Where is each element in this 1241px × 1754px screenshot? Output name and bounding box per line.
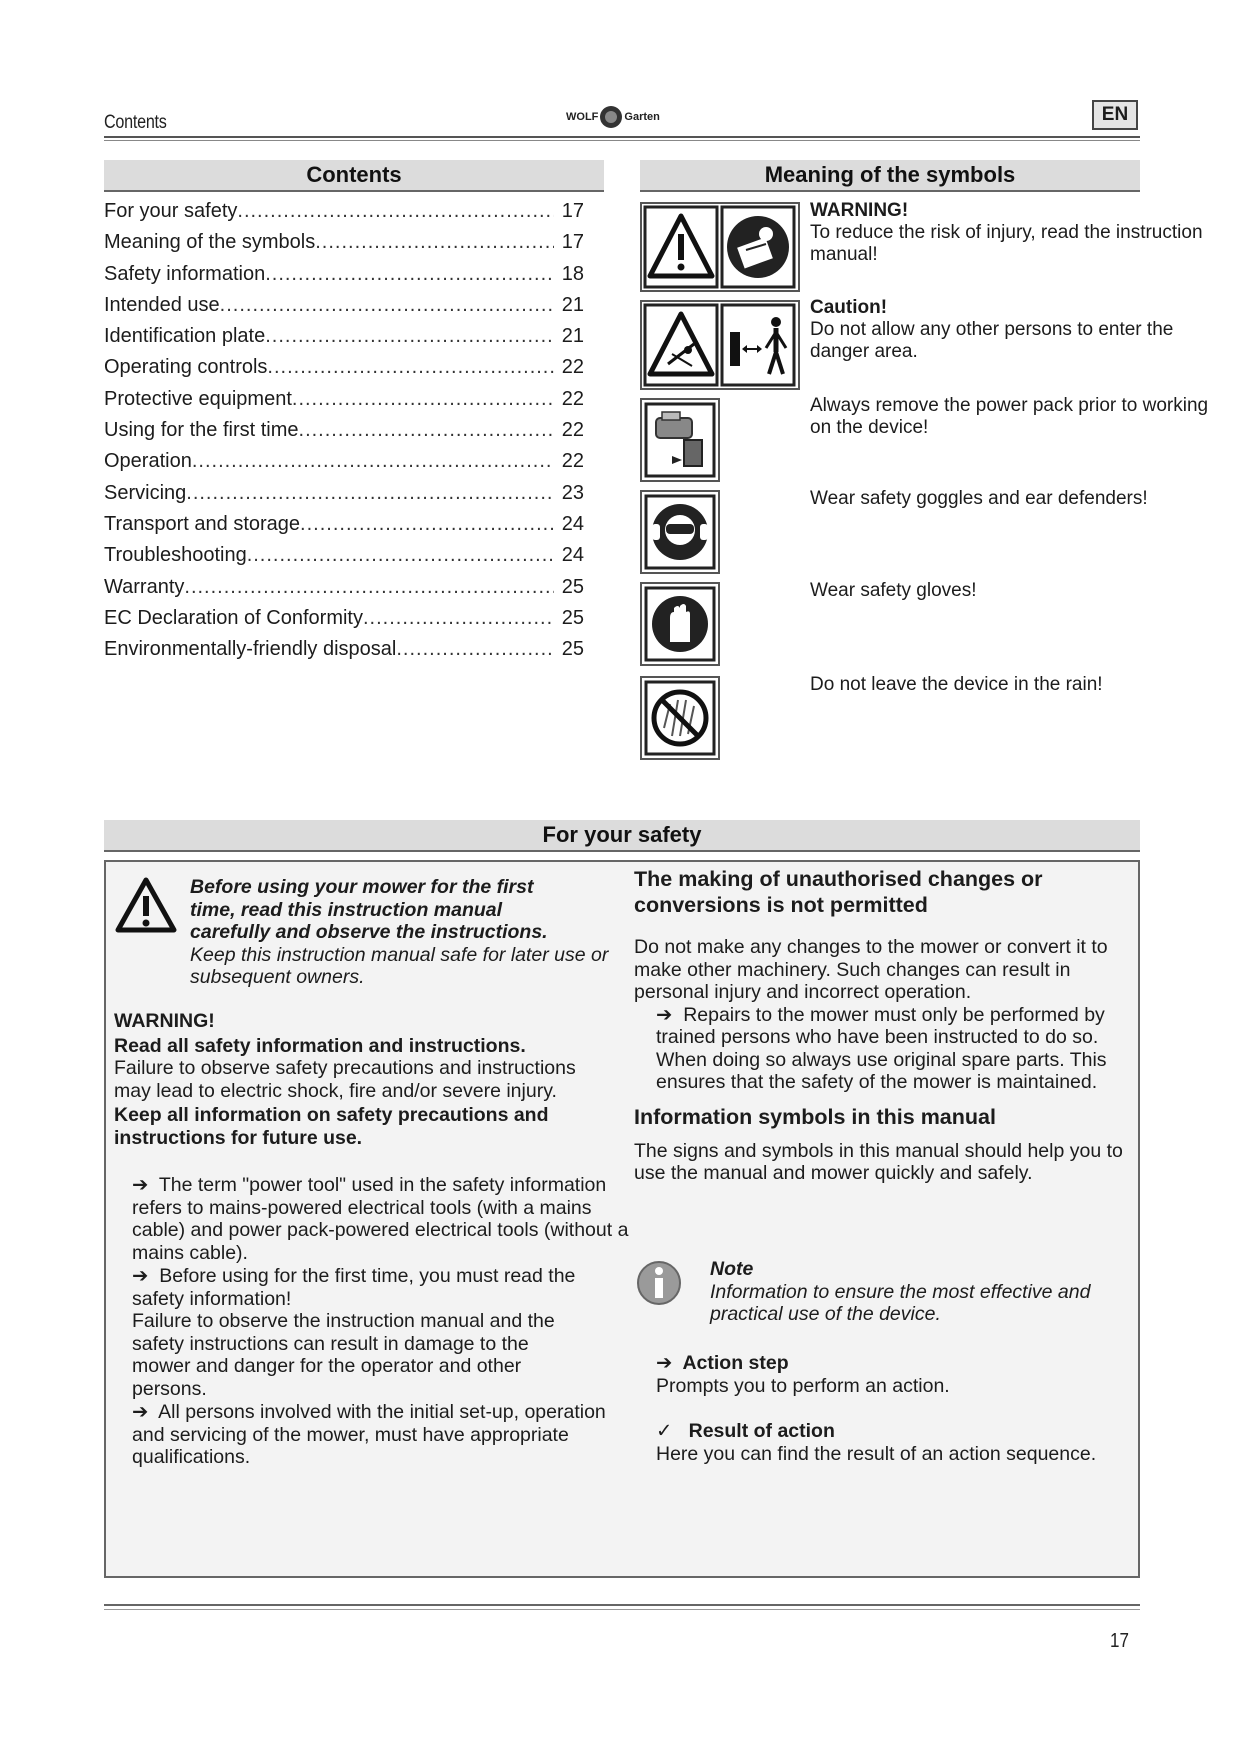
symbol-text-caution [810, 297, 1230, 363]
intro-block [190, 876, 610, 989]
info-symbols-heading: Information symbols in this manual [634, 1104, 996, 1129]
result-text: Here you can find the result of an action sequence. [656, 1442, 1097, 1465]
symbol-frame-warning [640, 202, 800, 292]
action-title-row: ➔ Action step [656, 1352, 789, 1374]
intro-keep-manual: Keep this instruction manual safe for later use or subsequent owners. [190, 943, 609, 988]
toc-leader-dots [396, 638, 554, 661]
toc-entry-page: 21 [561, 325, 584, 348]
toc-entry-page: 18 [561, 262, 584, 285]
toc-entry-page: 25 [561, 575, 584, 598]
footer-rule [104, 1604, 1140, 1606]
running-header: Contents [104, 112, 167, 133]
table-of-contents [104, 200, 584, 669]
symbol-text-gloves [810, 580, 1230, 602]
toc-entry-title: Using for the first time [104, 419, 299, 442]
toc-entry-title: Safety information [104, 262, 266, 285]
intro-line-2: time, read this instruction manual [190, 898, 503, 921]
symbols-heading: Meaning of the symbols [640, 160, 1140, 192]
toc-entry [104, 544, 584, 575]
toc-entry [104, 419, 584, 450]
toc-leader-dots [292, 388, 554, 411]
symbol-text-rain [810, 674, 1230, 696]
read-all-heading: Read all safety information and instructions. [114, 1034, 526, 1057]
toc-leader-dots [186, 482, 554, 505]
symbol-frame-goggles [640, 490, 720, 574]
toc-entry-page: 25 [561, 606, 584, 629]
action-text: Prompts you to perform an action. [656, 1374, 950, 1397]
left-bullets [132, 1174, 632, 1469]
toc-entry-title: Warranty [104, 575, 185, 598]
arrow-right-icon: ➔ [132, 1401, 149, 1423]
toc-entry-title: Intended use [104, 293, 220, 316]
bullet-qualifications: ➔ All persons involved with the initial set-up, operation and servicing of the mower, must have appropriate qualifications. [132, 1401, 606, 1468]
warning-triangle-icon [114, 876, 178, 934]
symbol-text-power-pack [810, 395, 1230, 439]
toc-entry [104, 200, 584, 231]
changes-heading: The making of unauthorised changes or conversions is not permitted [634, 867, 1043, 917]
note-title: Note [710, 1258, 754, 1280]
toc-entry [104, 263, 584, 294]
right-column [634, 866, 1134, 1185]
toc-entry-title: Troubleshooting [104, 544, 247, 567]
toc-entry-page: 17 [561, 231, 584, 254]
warning-block [114, 1010, 610, 1149]
toc-entry-page: 22 [561, 356, 584, 379]
info-symbols-paragraph: The signs and symbols in this manual should help you to use the manual and mower quickly and safely. [634, 1139, 1123, 1184]
bullet-repairs: ➔ Repairs to the mower must only be performed by trained persons who have been instructed to do so. When doing so always use original spare parts. This ensures that the safety of the mower is maintained. [656, 1003, 1107, 1093]
symbol-description: Do not leave the device in the rain! [810, 674, 1103, 695]
result-title-row: ✓ Result of action [656, 1420, 835, 1442]
arrow-right-icon: ➔ [132, 1265, 149, 1287]
toc-entry-page: 23 [561, 481, 584, 504]
arrow-right-icon: ➔ [656, 1352, 673, 1374]
toc-entry [104, 638, 584, 669]
toc-leader-dots [192, 450, 554, 473]
toc-entry-title: Protective equipment [104, 387, 292, 410]
wolf-emblem-icon [600, 106, 622, 128]
toc-entry-title: Servicing [104, 481, 187, 504]
symbol-description: Wear safety gloves! [810, 580, 977, 601]
language-badge: EN [1092, 100, 1138, 130]
header-rule [104, 136, 1140, 138]
toc-entry [104, 576, 584, 607]
toc-entry-page: 22 [561, 419, 584, 442]
remove-battery-icon [642, 400, 718, 480]
toc-entry [104, 388, 584, 419]
symbol-description: Always remove the power pack prior to working on the device! [810, 395, 1209, 438]
page-number: 17 [1110, 1630, 1129, 1652]
symbol-description: To reduce the risk of injury, read the instruction manual! [810, 222, 1203, 265]
toc-leader-dots [300, 513, 554, 536]
toc-entry-title: Operation [104, 450, 192, 473]
toc-leader-dots [265, 325, 554, 348]
changes-paragraph: Do not make any changes to the mower or convert it to make other machinery. Such changes can result in personal injury and incorrect operation. [634, 936, 1108, 1003]
toc-entry-title: Meaning of the symbols [104, 231, 316, 254]
symbol-description: Wear safety goggles and ear defenders! [810, 488, 1148, 509]
toc-entry-page: 24 [561, 512, 584, 535]
action-block [656, 1352, 1126, 1397]
result-block [656, 1420, 1126, 1465]
toc-entry-title: For your safety [104, 200, 238, 222]
toc-entry [104, 513, 584, 544]
toc-entry [104, 231, 584, 262]
toc-leader-dots [247, 544, 554, 567]
arrow-right-icon: ➔ [656, 1003, 673, 1026]
symbol-heading: Caution! [810, 297, 888, 318]
symbol-text-warning [810, 200, 1230, 266]
toc-leader-dots [237, 200, 554, 223]
first-use-continued: Failure to observe the instruction manual and the safety instructions can result in damage to the mower and danger for the operator and other persons. [132, 1310, 555, 1400]
toc-entry-page: 22 [561, 450, 584, 473]
bullet-first-use: ➔ Before using for the first time, you must read the safety information! [132, 1265, 576, 1310]
checkmark-icon: ✓ [656, 1420, 673, 1442]
keep-all-heading: Keep all information on safety precautions and instructions for future use. [114, 1104, 549, 1149]
intro-line-1: Before using your mower for the first [190, 876, 534, 898]
toc-entry [104, 450, 584, 481]
safety-heading: For your safety [104, 820, 1140, 852]
toc-entry-page: 17 [561, 200, 584, 222]
symbol-heading: WARNING! [810, 200, 909, 221]
toc-entry-page: 22 [561, 387, 584, 410]
toc-entry-title: Identification plate [104, 325, 266, 348]
caution-keep-distance-icon [642, 302, 798, 388]
toc-entry-title: Transport and storage [104, 512, 301, 535]
logo-text-right: Garten [624, 111, 660, 123]
intro-line-3: carefully and observe the instructions. [190, 921, 548, 943]
toc-leader-dots [184, 576, 554, 599]
toc-entry-page: 25 [561, 638, 584, 661]
toc-entry-title: Environmentally-friendly disposal [104, 638, 397, 661]
toc-leader-dots [265, 263, 554, 286]
arrow-right-icon: ➔ [132, 1174, 149, 1196]
symbol-text-goggles [810, 488, 1230, 510]
toc-leader-dots [267, 356, 554, 379]
header-rule-thin [104, 140, 1140, 141]
symbol-frame-gloves [640, 582, 720, 666]
toc-entry-title: Operating controls [104, 356, 268, 379]
toc-entry [104, 607, 584, 638]
failure-text: Failure to observe safety precautions and instructions may lead to electric shock, fire and/or severe injury. [114, 1057, 576, 1102]
toc-entry [104, 294, 584, 325]
symbol-frame-caution [640, 300, 800, 390]
brand-logo [566, 102, 686, 132]
note-block [710, 1258, 1140, 1326]
goggles-ear-defenders-icon [642, 492, 718, 572]
safety-gloves-icon [642, 584, 718, 664]
warning-label: WARNING! [114, 1010, 215, 1032]
toc-entry [104, 356, 584, 387]
toc-entry [104, 325, 584, 356]
toc-entry-page: 24 [561, 544, 584, 567]
toc-leader-dots [363, 607, 554, 630]
no-rain-icon [642, 678, 718, 758]
toc-leader-dots [315, 231, 554, 254]
toc-entry-title: EC Declaration of Conformity [104, 606, 363, 629]
symbol-frame-rain [640, 676, 720, 760]
warning-read-manual-icon [642, 204, 798, 290]
toc-leader-dots [299, 419, 554, 442]
footer-rule-thin [104, 1609, 1140, 1610]
toc-leader-dots [220, 294, 554, 317]
info-icon [636, 1258, 682, 1308]
toc-entry-page: 21 [561, 293, 584, 316]
bullet-power-tool: ➔ The term "power tool" used in the safety information refers to mains-powered electrical tools (with a mains cable) and power pack-powered electrical tools (without a mains cable). [132, 1174, 629, 1264]
symbol-frame-power-pack [640, 398, 720, 482]
toc-entry [104, 482, 584, 513]
note-text: Information to ensure the most effective and practical use of the device. [710, 1280, 1091, 1325]
toc-heading: Contents [104, 160, 604, 192]
logo-text-left: WOLF [566, 111, 599, 123]
symbol-description: Do not allow any other persons to enter the danger area. [810, 319, 1174, 362]
